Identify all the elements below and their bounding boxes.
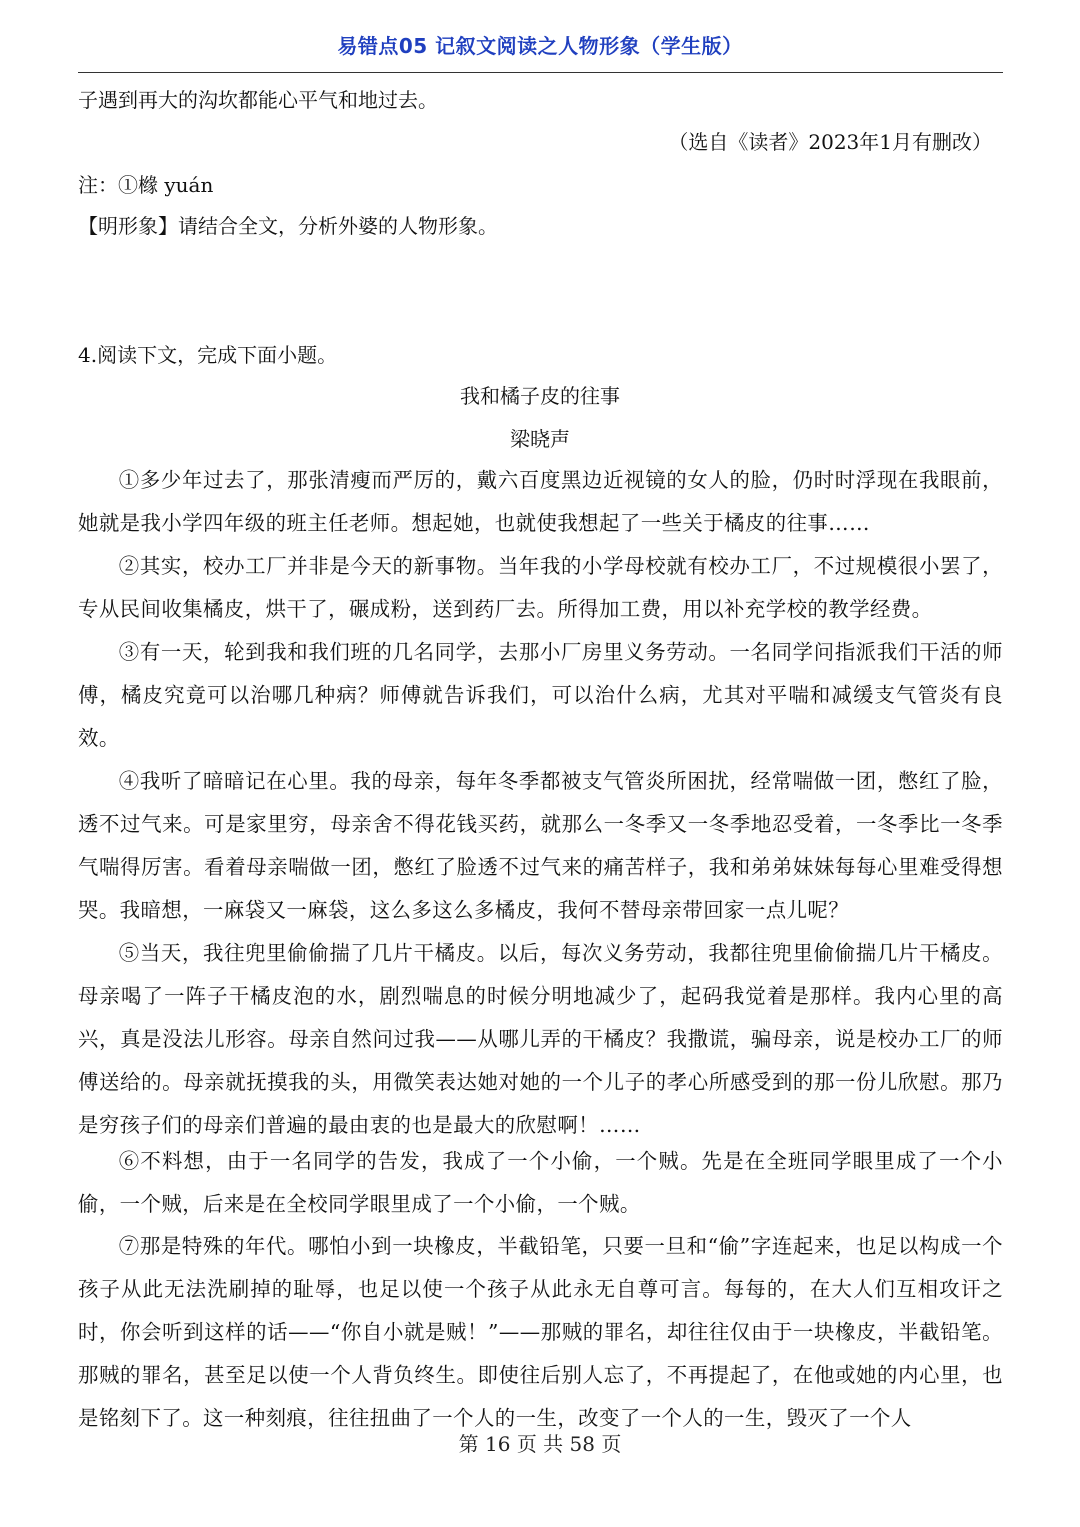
paragraph-2: ②其实，校办工厂并非是今天的新事物。当年我的小学母校就有校办工厂，不过规模很小罢了，专从民间收集橘皮，烘干了，碾成粉，送到药厂去。所得加工费，用以补充学校的教学经费。 xyxy=(78,554,1003,621)
paragraph-7: ⑦那是特殊的年代。哪怕小到一块橡皮，半截铅笔，只要一旦和“偷”字连起来，也足以构成一个孩子从此无法洗刷掉的耻辱，也足以使一个孩子从此永无自尊可言。每每的，在大人们互相攻讦之时，你会听到这样的话——“你自小就是贼！”——那贼的罪名，却往往仅由于一块橡皮，半截铅笔。那贼的罪名，甚至足以使一个人背负终生。即使往后别人忘了，不再提起了，在他或她的内心里，也是铭刻下了。这一种刻痕，往往扭曲了一个人的一生，改变了一个人的一生，毁灭了一个人 xyxy=(78,1234,1003,1430)
page-number: 第 16 页 共 58 页 xyxy=(458,1432,622,1456)
continuation-text: 子遇到再大的沟坎都能心平气和地过去。 xyxy=(78,88,438,112)
item-instruction: 4.阅读下文，完成下面小题。 xyxy=(78,343,338,367)
source-citation: （选自《读者》2023年1月有删改） xyxy=(668,130,992,154)
paragraph-6: ⑥不料想，由于一名同学的告发，我成了一个小偷，一个贼。先是在全班同学眼里成了一个小偷，一个贼，后来是在全校同学眼里成了一个小偷，一个贼。 xyxy=(78,1149,1003,1216)
paragraph-4: ④我听了暗暗记在心里。我的母亲，每年冬季都被支气管炎所困扰，经常喘做一团，憋红了脸，透不过气来。可是家里穷，母亲舍不得花钱买药，就那么一冬季又一冬季地忍受着，一冬季比一冬季气喘得厉害。看着母亲喘做一团，憋红了脸透不过气来的痛苦样子，我和弟弟妹妹每每心里难受得想哭。我暗想，一麻袋又一麻袋，这么多这么多橘皮，我何不替母亲带回家一点儿呢？ xyxy=(78,769,1003,922)
question-prompt: 【明形象】请结合全文，分析外婆的人物形象。 xyxy=(78,214,498,238)
paragraph-1: ①多少年过去了，那张清瘦而严厉的，戴六百度黑边近视镜的女人的脸，仍时时浮现在我眼前，她就是我小学四年级的班主任老师。想起她，也就使我想起了一些关于橘皮的往事…… xyxy=(78,468,1003,535)
header-divider xyxy=(78,72,1003,73)
paragraph-3: ③有一天，轮到我和我们班的几名同学，去那小厂房里义务劳动。一名同学问指派我们干活的师傅，橘皮究竟可以治哪几种病？师傅就告诉我们，可以治什么病，尤其对平喘和减缓支气管炎有良效。 xyxy=(78,640,1003,750)
paragraph-5: ⑤当天，我往兜里偷偷揣了几片干橘皮。以后，每次义务劳动，我都往兜里偷偷揣几片干橘皮。母亲喝了一阵子干橘皮泡的水，剧烈喘息的时候分明地减少了，起码我觉着是那样。我内心里的高兴，真是没法儿形容。母亲自然问过我——从哪儿弄的干橘皮？我撒谎，骗母亲，说是校办工厂的师傅送给的。母亲就抚摸我的头，用微笑表达她对她的一个儿子的孝心所感受到的那一份儿欣慰。那乃是穷孩子们的母亲们普遍的最由衷的也是最大的欣慰啊！…… xyxy=(78,941,1003,1137)
article-title: 我和橘子皮的往事 xyxy=(460,384,620,408)
article-author: 梁晓声 xyxy=(510,427,570,451)
header-title: 易错点05 记叙文阅读之人物形象（学生版） xyxy=(337,34,743,58)
footnote: 注：①橼 yuán xyxy=(78,173,214,197)
